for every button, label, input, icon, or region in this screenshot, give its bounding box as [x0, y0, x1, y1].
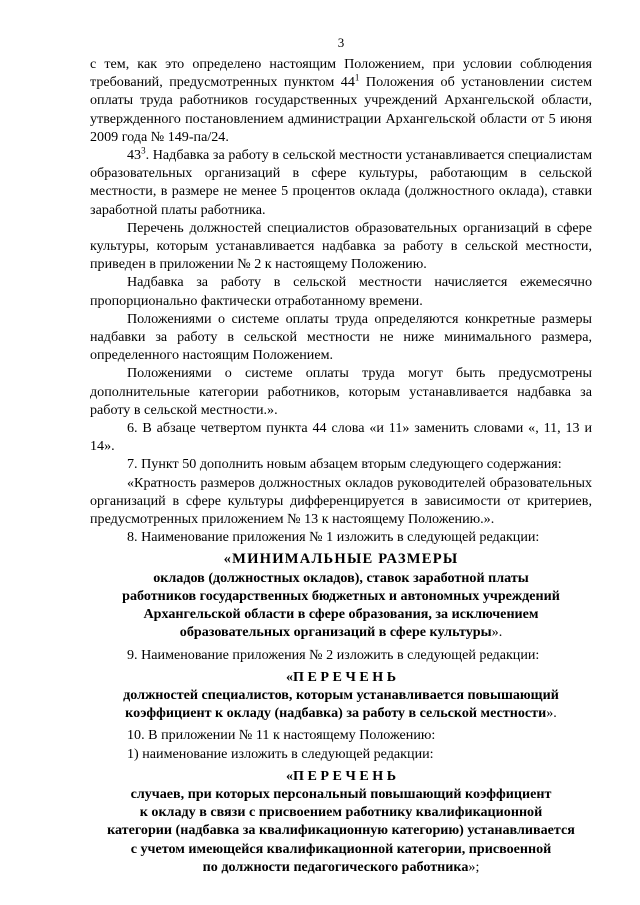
text: с тем, как это определено настоящим Положением, при условии соблюдения требований, предусмотренных пунктом 44: [90, 56, 592, 91]
heading-2-line: [90, 704, 592, 722]
paragraph-monthly: Надбавка за работу в сельской местности начисляется ежемесячно пропорционально фактически отработанному времени.: [90, 274, 592, 309]
paragraph-categories: Положениями о системе оплаты труда могут быть предусмотрены дополнительные категории работников, которым устанавливается надбавка за работу в сельской местности.».: [90, 365, 592, 418]
clause-number: 43: [127, 147, 142, 164]
paragraph-10-1: 1) наименование изложить в следующей редакции:: [127, 745, 434, 762]
superscript: 3: [141, 145, 146, 156]
text: »;: [468, 858, 480, 875]
paragraph-7-quote: «Кратность размеров должностных окладов руководителей образовательных организаций в сфере культуры дифференцируется в зависимости от критериев, предусмотренных приложением № 13 к настоящему Положению.».: [90, 474, 592, 528]
paragraph-8: 8. Наименование приложения № 1 изложить в следующей редакции:: [127, 529, 540, 546]
paragraph-list: Перечень должностей специалистов образовательных организаций в сфере культуры, которым устанавливается надбавка за работу в сельской местности, приведен в приложении № 2 к настоящему Положению.: [90, 219, 592, 273]
text: коэффициент к окладу (надбавка) за работу в сельской местности: [125, 705, 547, 722]
heading-3-line: случаев, при которых персональный повышающий коэффициент: [130, 785, 552, 802]
heading-1-line: [90, 623, 592, 641]
paragraph-6: 6. В абзаце четвертом пункта 44 слова «и 11» заменить словами «, 11, 13 и 14».: [90, 420, 592, 455]
heading-3-line: [90, 858, 592, 876]
paragraph-9: 9. Наименование приложения № 2 изложить в следующей редакции:: [127, 646, 540, 663]
text: по должности педагогического работника: [202, 858, 469, 875]
heading-2-line: должностей специалистов, которым устанавливается повышающий: [123, 686, 559, 703]
text: ».: [491, 624, 503, 641]
page-number: 3: [337, 35, 345, 50]
heading-1-title: «МИНИМАЛЬНЫЕ РАЗМЕРЫ: [223, 551, 459, 568]
paragraph-43-3: [90, 146, 592, 219]
paragraph-continuation: [90, 55, 592, 146]
heading-1-line: работников государственных бюджетных и автономных учреждений: [122, 587, 560, 604]
text: Положения об установлении систем оплаты труда работников государственных учреждений Архангельской области, утвержденного постановлением администрации Архангельской области от 5 июня 2009 года № 149-па/24.: [90, 74, 592, 145]
heading-1-line: окладов (должностных окладов), ставок заработной платы: [153, 569, 529, 586]
superscript: 1: [354, 72, 360, 83]
paragraph-sizes: Положениями о системе оплаты труда определяются конкретные размеры надбавки за работу в сельской местности не ниже минимального размера, определенного настоящим Положением.: [90, 310, 592, 364]
heading-1-line: Архангельской области в сфере образования, за исключением: [143, 606, 539, 623]
heading-2-title: «П Е Р Е Ч Е Н Ь: [285, 668, 397, 685]
paragraph-10: 10. В приложении № 11 к настоящему Положению:: [127, 727, 436, 744]
heading-3-line: категории (надбавка за квалификационную категорию) устанавливается: [107, 822, 575, 839]
text: ».: [546, 705, 557, 722]
heading-3-title: «П Е Р Е Ч Е Н Ь: [285, 767, 397, 784]
paragraph-7: 7. Пункт 50 дополнить новым абзацем вторым следующего содержания:: [127, 456, 562, 473]
text: . Надбавка за работу в сельской местности устанавливается специалистам образовательных организаций в сфере культуры, работающим в сельской местности, в размере не менее 5 процентов оклада (должностного оклада), ставки заработной платы работника.: [90, 147, 592, 218]
heading-3-line: к окладу в связи с присвоением работнику квалификационной: [139, 804, 543, 821]
heading-3-line: с учетом имеющейся квалификационной категории, присвоенной: [130, 840, 552, 857]
text: образовательных организаций в сфере культуры: [179, 624, 492, 641]
